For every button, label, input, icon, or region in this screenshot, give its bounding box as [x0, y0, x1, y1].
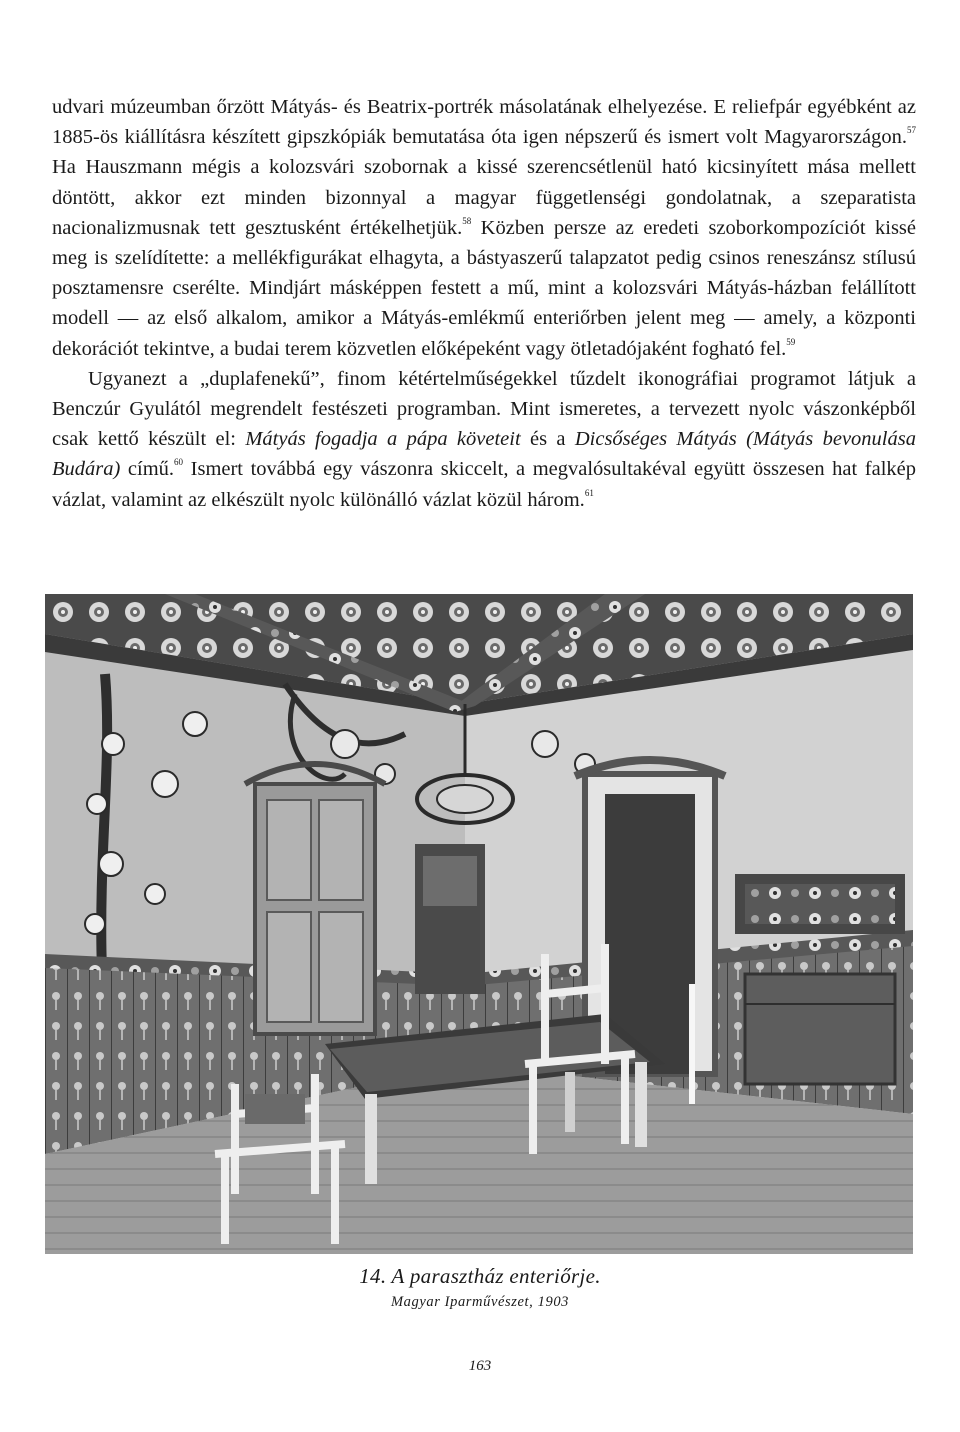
footnote-ref: 59 [786, 336, 796, 347]
figure-source: Magyar Iparművészet, 1903 [390, 1294, 570, 1310]
page-number: 163 [468, 1358, 492, 1374]
paragraph-1: udvari múzeumban őrzött Mátyás- és Beatrix-portrék másolatának elhelyezése. E reliefpár egyébként az 1885-ös kiállításra készített gipszkópiák bemutatása óta igen népszerű és ismert volt Magyarországon.$^{57}$ Ha Hauszmann mégis a kolozsvári szobornak a kissé szerencsétlenül ható kicsinyített mása mellett döntött, akkor ezt minden bizonnyal a magyar függetlenségi gondolatnak, a szeparatista nacionalizmusnak tett gesztusként értékelhetjük.$^{58}$ Közben persze az eredeti szoborkompozíciót kissé meg is szelídítette: a mellékfigurákat elhagyta, a bástyaszerű talapzatot pedig csinos reneszánsz stílusú posztamensre cserélte. Mindjárt másképpen festett a mű, mint a kolozsvári Mátyás-házban felállított modell — az első alkalom, amikor a Mátyás-emlékmű enteriőrben jelent meg — amely, a központi dekorációt tekintve, a budai terem közvetlen előképeként vagy ötletadójaként fogható fel.$^{59}$ [52, 96, 917, 360]
body-text [52, 92, 916, 515]
footnote-ref: 58 [462, 215, 472, 226]
footnote-ref: 57 [907, 125, 916, 136]
footnote-ref: 61 [584, 487, 594, 498]
italic-title: Dicsőséges Mátyás (Mátyás bevonulása Budára) [52, 428, 916, 481]
figure-caption: 14. A parasztház enteriőrje. [359, 1264, 601, 1288]
interior-photograph [45, 594, 913, 1254]
italic-title: Mátyás fogadja a pápa követeit [245, 428, 521, 451]
paragraph-2: Ugyanezt a „duplafenekű”, finom kétértelműségekkel tűzdelt ikonográfiai programot látjuk a Benczúr Gyulától megrendelt festészeti programban. Mint ismeretes, a tervezett nyolc vászonképből csak kettő készült el: Mátyás fogadja a pápa követeit és a Dicsőséges Mátyás (Mátyás bevonulása Budára) című.$^{60}$ Ismert továbbá egy vászonra skiccelt, a megvalósultakéval együtt összesen hat falkép vázlat, valamint az elkészült nyolc különálló vázlat közül három.$^{61}$ [52, 367, 917, 511]
footnote-ref: 60 [174, 457, 184, 468]
